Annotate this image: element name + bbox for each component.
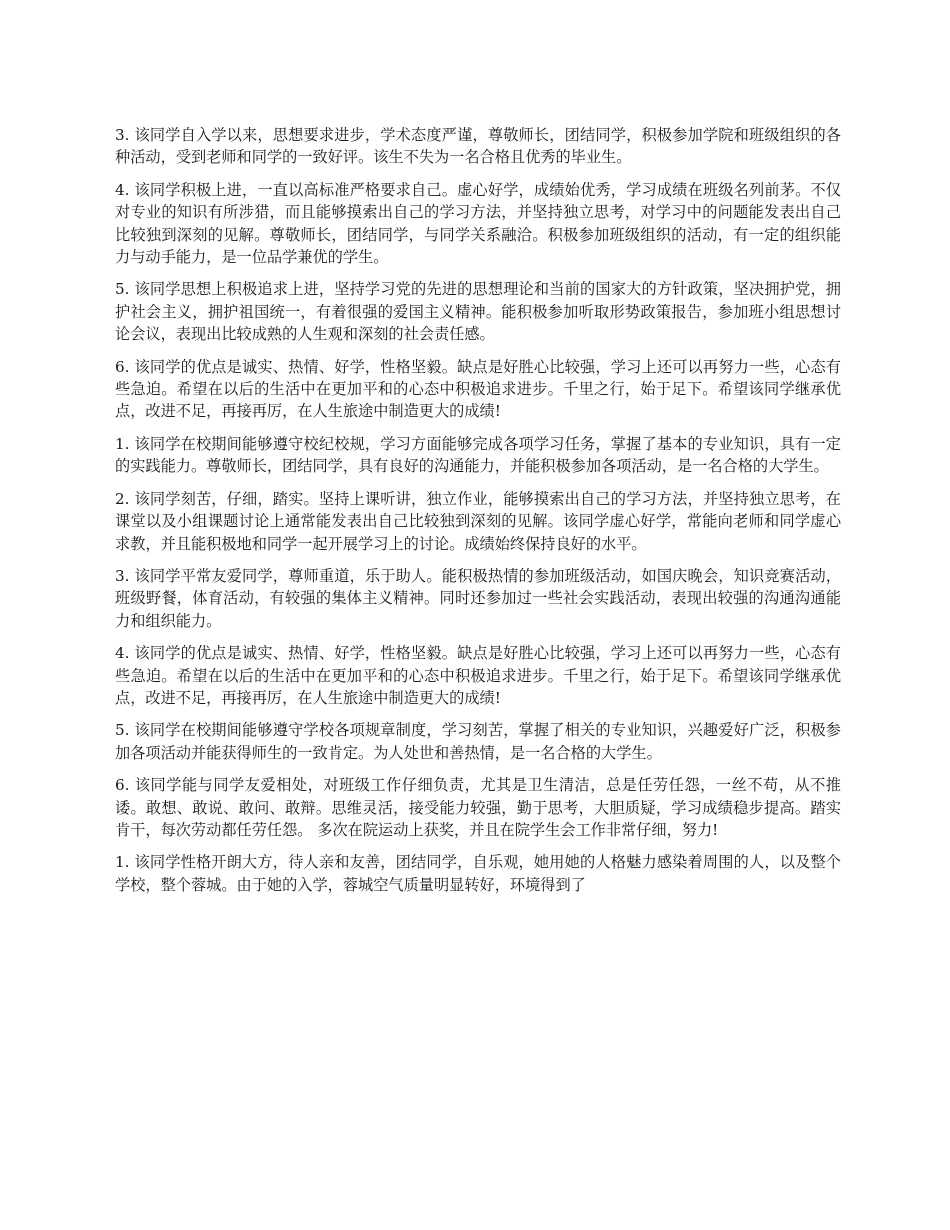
comment-paragraph: 3. 该同学平常友爱同学，尊师重道，乐于助人。能积极热情的参加班级活动，如国庆晚会，知识竞赛活动，班级野餐，体育活动，有较强的集体主义精神。同时还参加过一些社会实践活动，表现出较强的沟通沟通能力和组织能力。: [115, 566, 841, 630]
comment-paragraph: 1. 该同学性格开朗大方，待人亲和友善，团结同学，自乐观，她用她的人格魅力感染着周围的人，以及整个学校，整个蓉城。由于她的入学，蓉城空气质量明显转好，环境得到了: [115, 853, 841, 894]
comment-paragraph: 1. 该同学在校期间能够遵守校纪校规，学习方面能够完成各项学习任务，掌握了基本的专业知识，具有一定的实践能力。尊敬师长，团结同学，具有良好的沟通能力，并能积极参加各项活动，是一名合格的大学生。: [115, 434, 841, 476]
comment-paragraph: 5. 该同学思想上积极追求上进，坚持学习党的先进的思想理论和当前的国家大的方针政策，坚决拥护党，拥护社会主义，拥护祖国统一，有着很强的爱国主义精神。能积极参加听取形势政策报告，参加班小组思想讨论会议，表现出比较成熟的人生观和深刻的社会责任感。: [115, 280, 841, 344]
document-body: [115, 124, 841, 906]
comment-paragraph: 4. 该同学的优点是诚实、热情、好学，性格坚毅。缺点是好胜心比较强，学习上还可以再努力一些，心态有些急迫。希望在以后的生活中在更加平和的心态中积极追求进步。千里之行，始于足下。希望该同学继承优点，改进不足，再接再厉，在人生旅途中制造更大的成绩!: [115, 644, 841, 707]
comment-paragraph: 2. 该同学刻苦，仔细，踏实。坚持上课听讲，独立作业，能够摸索出自己的学习方法，并坚持独立思考，在课堂以及小组课题讨论上通常能发表出自己比较独到深刻的见解。该同学虚心好学，常能向老师和同学虚心求教，并且能积极地和同学一起开展学习上的讨论。成绩始终保持良好的水平。: [115, 489, 841, 553]
comment-paragraph: 4. 该同学积极上进，一直以高标准严格要求自己。虚心好学，成绩始优秀，学习成绩在班级名列前茅。不仅对专业的知识有所涉猎，而且能够摸索出自己的学习方法，并坚持独立思考，对学习中的问题能发表出自己比较独到深刻的见解。尊敬师长，团结同学，与同学关系融洽。积极参加班级组织的活动，有一定的组织能力与动手能力，是一位品学兼优的学生。: [115, 180, 841, 267]
comment-paragraph: 5. 该同学在校期间能够遵守学校各项规章制度，学习刻苦，掌握了相关的专业知识，兴趣爱好广泛，积极参加各项活动并能获得师生的一致肯定。为人处世和善热情，是一名合格的大学生。: [115, 721, 841, 762]
comment-paragraph: 3. 该同学自入学以来，思想要求进步，学术态度严谨，尊敬师长，团结同学，积极参加学院和班级组织的各种活动，受到老师和同学的一致好评。该生不失为一名合格且优秀的毕业生。: [115, 126, 841, 167]
comment-paragraph: 6. 该同学能与同学友爱相处，对班级工作仔细负责，尤其是卫生清洁，总是任劳任怨，一丝不苟，从不推诿。敢想、敢说、敢问、敢辩。思维灵活，接受能力较强，勤于思考，大胆质疑，学习成绩稳步提高。踏实肯干，每次劳动都任劳任怨。 多次在院运动上获奖，并且在院学生会工作非常仔细，努力!: [115, 776, 841, 839]
comment-paragraph: 6. 该同学的优点是诚实、热情、好学，性格坚毅。缺点是好胜心比较强，学习上还可以再努力一些，心态有些急迫。希望在以后的生活中在更加平和的心态中积极追求进步。千里之行，始于足下。希望该同学继承优点，改进不足，再接再厉，在人生旅途中制造更大的成绩!: [115, 357, 841, 421]
